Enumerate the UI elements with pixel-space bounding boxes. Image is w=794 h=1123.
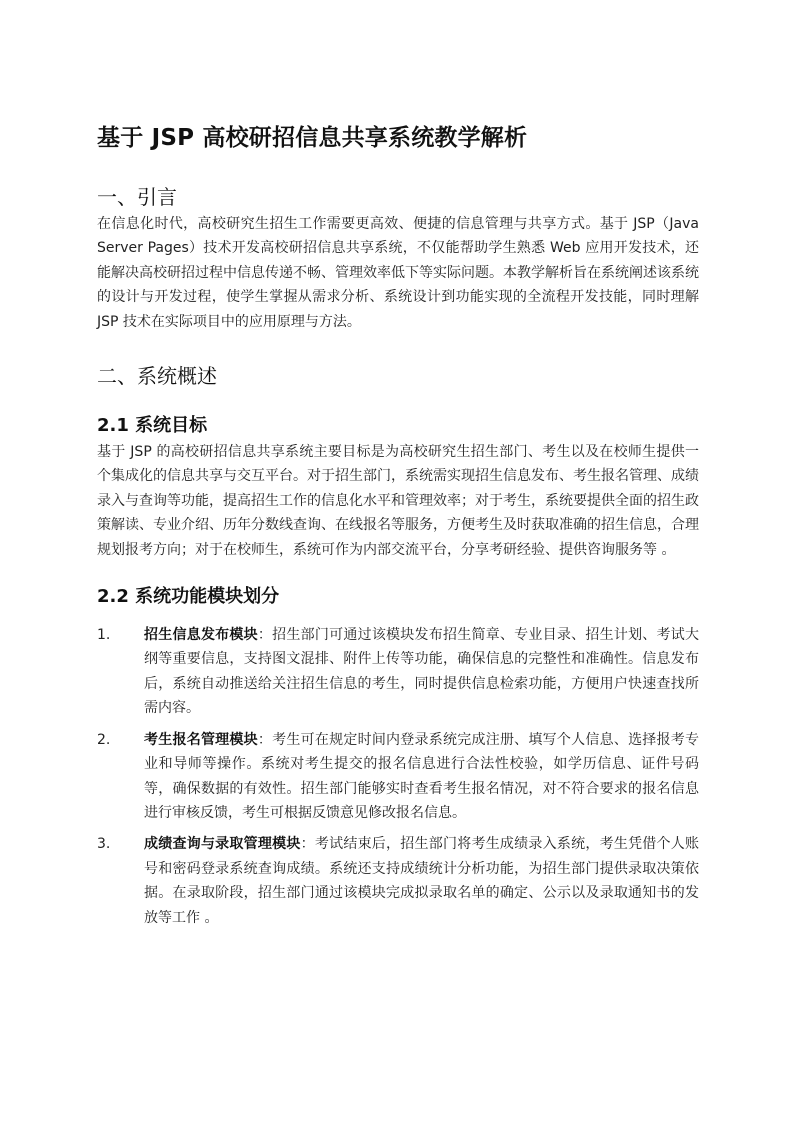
subsection-heading-system-goals: 2.1 系统目标 [97, 415, 208, 437]
module-description: 考试结束后，招生部门将考生成绩录入系统，考生凭借个人账号和密码登录系统查询成绩。系统还支持成绩统计分析功能，为招生部门提供录取决策依据。在录取阶段，招生部门通过该模块完成拟录取名单的确定、公示以及录取通知书的发放等工作 。 [144, 836, 700, 926]
section-heading-introduction: 一、引言 [97, 185, 177, 209]
module-separator: ： [257, 627, 273, 644]
module-separator: ： [300, 836, 315, 853]
module-description: 招生部门可通过该模块发布招生简章、专业目录、招生计划、考试大纲等重要信息，支持图文混排、附件上传等功能，确保信息的完整性和准确性。信息发布后，系统自动推送给关注招生信息的考生，同时提供信息检索功能，方便用户快速查找所需内容。 [144, 627, 700, 717]
module-name: 成绩查询与录取管理模块 [144, 836, 301, 853]
list-item [97, 623, 699, 721]
list-item-number: 1. [97, 627, 111, 644]
subsection-heading-module-division: 2.2 系统功能模块划分 [97, 586, 280, 608]
list-item-number: 2. [97, 731, 111, 748]
list-item [97, 832, 699, 930]
module-name: 考生报名管理模块 [144, 731, 258, 748]
system-goals-paragraph: 基于 JSP 的高校研招信息共享系统主要目标是为高校研究生招生部门、考生以及在校师生提供一个集成化的信息共享与交互平台。对于招生部门，系统需实现招生信息发布、考生报名管理、成绩录入与查询等功能，提高招生工作的信息化水平和管理效率；对于考生，系统要提供全面的招生政策解读、专业介绍、历年分数线查询、在线报名等服务，方便考生及时获取准确的招生信息，合理规划报考方向；对于在校师生，系统可作为内部交流平台，分享考研经验、提供咨询服务等 。 [97, 444, 699, 558]
module-separator: ： [257, 731, 273, 748]
module-name: 招生信息发布模块 [144, 627, 258, 644]
module-list [97, 623, 699, 930]
section-heading-system-overview: 二、系统概述 [97, 364, 217, 389]
document-title: 基于 JSP 高校研招信息共享系统教学解析 [97, 125, 528, 151]
introduction-paragraph: 在信息化时代，高校研究生招生工作需要更高效、便捷的信息管理与共享方式。基于 JSP（Java Server Pages）技术开发高校研招信息共享系统，不仅能帮助学生熟悉 Web 应用开发技术，还能解决高校研招过程中信息传递不畅、管理效率低下等实际问题。本教学解析旨在系统阐述该系统的设计与开发过程，使学生掌握从需求分析、系统设计到功能实现的全流程开发技能，同时理解 JSP 技术在实际项目中的应用原理与方法。 [97, 216, 699, 330]
list-item [97, 728, 699, 826]
list-item-number: 3. [97, 836, 111, 853]
module-description: 考生可在规定时间内登录系统完成注册、填写个人信息、选择报考专业和导师等操作。系统对考生提交的报名信息进行合法性校验，如学历信息、证件号码等，确保数据的有效性。招生部门能够实时查看考生报名情况，对不符合要求的报名信息进行审核反馈，考生可根据反馈意见修改报名信息。 [144, 731, 700, 821]
